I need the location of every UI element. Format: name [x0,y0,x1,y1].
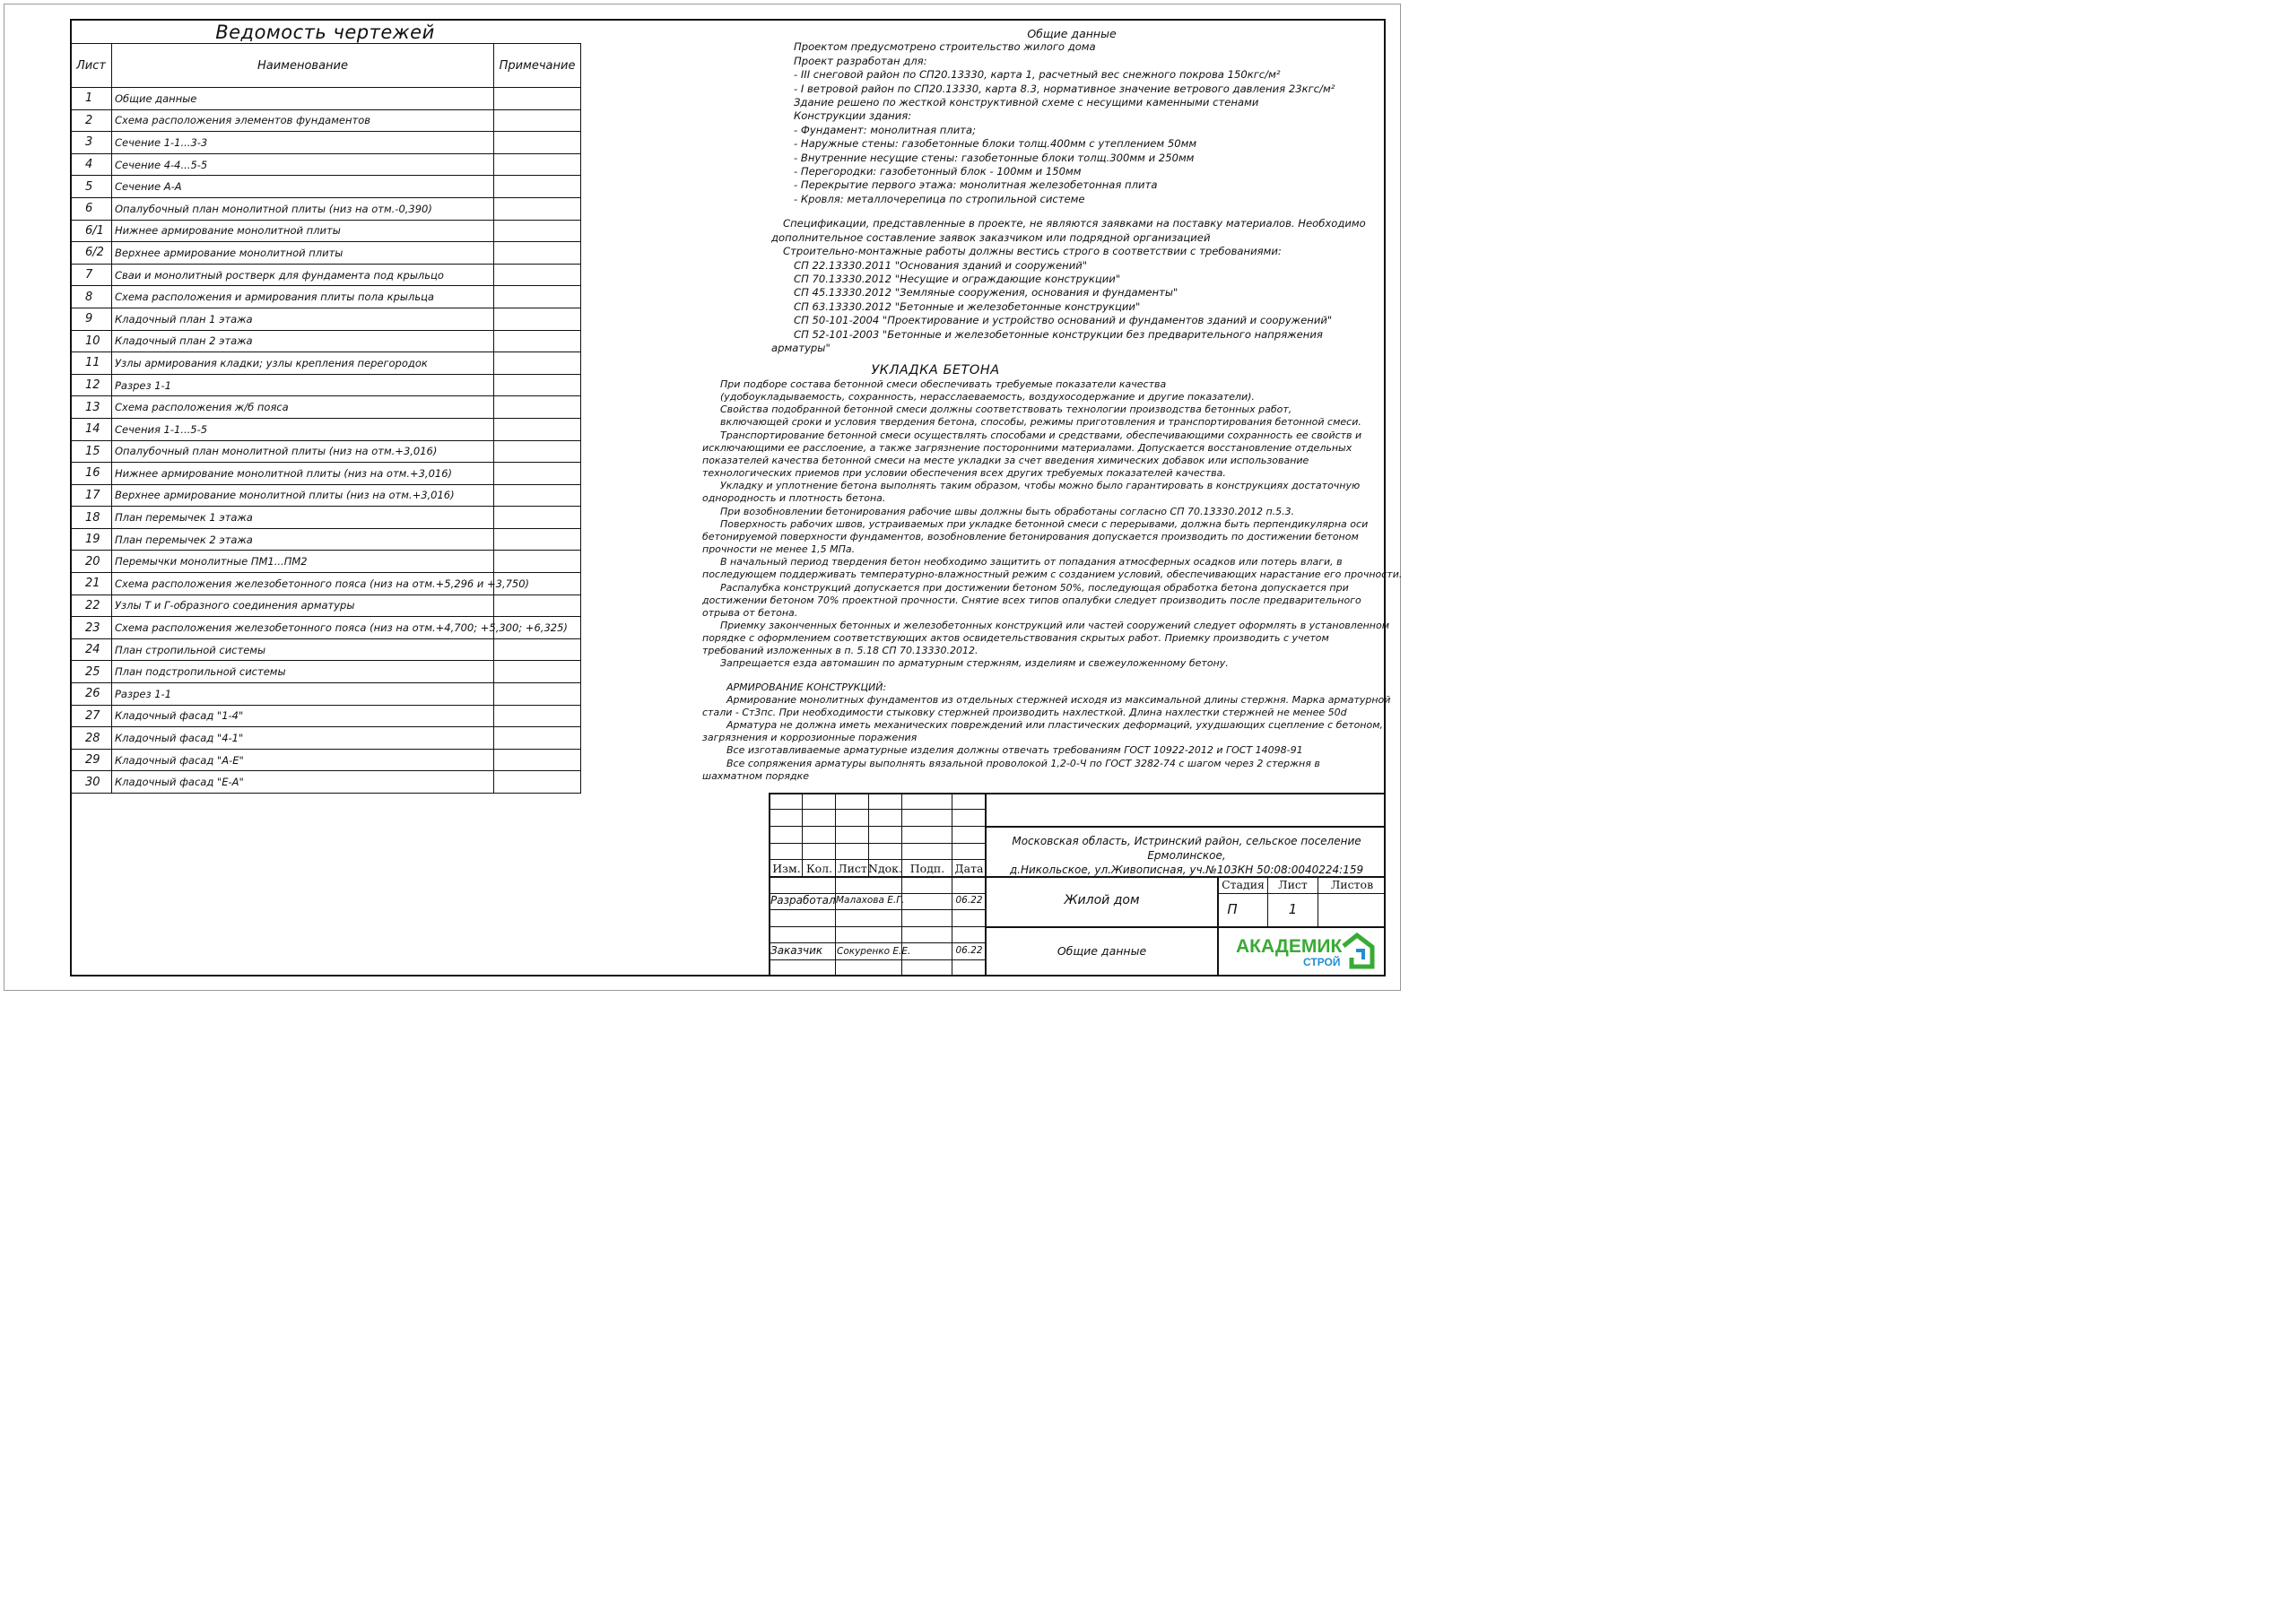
sheet-name: Разрез 1-1 [112,683,494,706]
sheet-note [494,132,581,154]
sheet-number: 9 [71,308,112,330]
sheet-number: 27 [71,705,112,727]
register-row [71,661,581,683]
register-row [71,88,581,110]
developed-label: Разработал [770,894,836,907]
sheet-number: 11 [71,352,112,375]
text-line: В начальный период твердения бетон необходимо защитить от попадания атмосферных осадков или потерь влаги, в [720,556,1343,568]
text-line: - Внутренние несущие стены: газобетонные блоки толщ.300мм и 250мм [794,151,1195,164]
text-line: Поверхность рабочих швов, устраиваемых при укладке бетонной смеси с перерывами, должна быть перпендикулярна оси [720,517,1369,530]
text-line: включающей сроки и условия твердения бетона, способы, режимы приготовления и транспортирования бетонной смеси. [720,416,1361,429]
customer-name: Сокуренко Е.Е. [837,946,911,957]
register-row [71,197,581,220]
sheet-number: 2 [71,109,112,132]
sheet-number: 8 [71,286,112,308]
sheets-label: Листов [1330,878,1374,891]
sheet-number: 24 [71,638,112,661]
sheet-note [494,705,581,727]
logo-graphic [1236,933,1379,970]
register-row [71,109,581,132]
general-spec [700,217,1390,258]
sheet-number: 14 [71,418,112,440]
sheet-note [494,109,581,132]
sheet-name: Схема расположения железобетонного пояса (низ на отм.+4,700; +5,300; +6,325) [112,617,494,639]
register-row [71,440,581,463]
sheet-number: 22 [71,595,112,617]
sheet-number: 1 [71,88,112,110]
text-line: последующем поддерживать температурно-влажностный режим с созданием условий, обеспечивающих нарастание его прочности. [702,568,1403,581]
sheet-number: 21 [71,573,112,595]
text-line: шахматном порядке [702,769,810,782]
text-line: - III снеговой район по СП20.13330, карта 1, расчетный вес снежного покрова 150кгс/м² [794,68,1281,82]
register-row [71,220,581,242]
sheet-number: 29 [71,749,112,771]
sheet-note [494,551,581,573]
company-logo [1236,933,1379,970]
general-intro [700,40,1390,206]
sheet-name: Разрез 1-1 [112,374,494,396]
sheet-note [494,463,581,485]
text-line: Все сопряжения арматуры выполнять вязальной проволокой 1,2-0-Ч по ГОСТ 3282-74 с шагом через 2 стержня в [726,757,1320,769]
sheet-name: Верхнее армирование монолитной плиты (низ на отм.+3,016) [112,484,494,507]
general-notes-title: Общие данные [1027,27,1117,40]
sheet-name: Кладочный фасад "А-Е" [112,749,494,771]
text-line: СП 45.13330.2012 "Земляные сооружения, основания и фундаменты" [794,286,1178,299]
sheet-number: 18 [71,507,112,529]
sheet-name: Схема расположения и армирования плиты пола крыльца [112,286,494,308]
sheet-name: Кладочный фасад "1-4" [112,705,494,727]
sheet-name: План стропильной системы [112,638,494,661]
register-row [71,573,581,595]
sheet-number: 12 [71,374,112,396]
sheet-note [494,308,581,330]
text-line: Проектом предусмотрено строительство жилого дома [794,40,1096,54]
text-line: Запрещается езда автомашин по арматурным стержням, изделиям и свежеуложенному бетону. [720,657,1229,670]
sheet-note [494,176,581,198]
sheet-name: Узлы Т и Г-образного соединения арматуры [112,595,494,617]
sheet-name: Схема расположения ж/б пояса [112,396,494,419]
text-line: технологических приемов при условии обеспечения всех других требуемых показателей качества. [702,467,1226,480]
text-line: - Наружные стены: газобетонные блоки толщ.400мм с утеплением 50мм [794,137,1197,151]
customer-label: Заказчик [770,944,823,957]
logo-house-icon [1344,935,1372,967]
sheet-label: Лист [1278,878,1308,891]
sheet-number: 17 [71,484,112,507]
sheet-note [494,484,581,507]
sheet-note [494,88,581,110]
sheet-name: Нижнее армирование монолитной плиты (низ на отм.+3,016) [112,463,494,485]
sheet-note [494,595,581,617]
sheet-name: Сваи и монолитный ростверк для фундамента под крыльцо [112,264,494,286]
sheet-number: 4 [71,153,112,176]
text-line: (удобоукладываемость, сохранность, нерасслаеваемость, воздухосодержание и другие показатели). [720,391,1255,404]
sheet-note [494,528,581,551]
register-table [70,43,581,794]
rebar-title: АРМИРОВАНИЕ КОНСТРУКЦИЙ: [726,681,887,693]
sheet-note [494,638,581,661]
text-line: однородность и плотность бетона. [702,492,886,505]
sheet-number: 13 [71,396,112,419]
stage-value: П [1227,901,1238,917]
sheet-note [494,418,581,440]
sheet-number: 10 [71,330,112,352]
sheet-name: Сечения 1-1...5-5 [112,418,494,440]
text-line: Приемку законченных бетонных и железобетонных конструкций или частей сооружений следует оформлять в установленном [720,619,1389,631]
register-row [71,286,581,308]
sheet-name: Перемычки монолитные ПМ1...ПМ2 [112,551,494,573]
sheet-note [494,242,581,265]
sheet-number: 3 [71,132,112,154]
text-line: При возобновлении бетонирования рабочие швы должны быть обработаны согласно СП 70.13330.2012 п.5.3. [720,505,1295,517]
sheet-note [494,153,581,176]
sheet-number: 6 [71,197,112,220]
sheet-note [494,749,581,771]
rebar-lines [702,693,1391,783]
drawings-register [70,43,580,794]
register-rows [71,88,581,794]
sheet-note [494,771,581,794]
register-row [71,638,581,661]
tb-col-data: Дата [954,862,984,875]
text-line: СП 70.13330.2012 "Несущие и ограждающие конструкции" [794,272,1121,285]
text-line: достижении бетоном 70% проектной прочности. Снятие всех типов опалубки следует производить после предварительного [702,594,1361,606]
register-row [71,484,581,507]
text-line: Строительно-монтажные работы должны вестись строго в соответствии с требованиями: [783,245,1282,258]
register-row [71,595,581,617]
register-row [71,264,581,286]
sheet-name: Кладочный план 1 этажа [112,308,494,330]
text-line: Все изготавливаемые арматурные изделия должны отвечать требованиям ГОСТ 10922-2012 и ГОСТ 14098-91 [726,744,1303,757]
text-line: прочности не менее 1,5 МПа. [702,543,856,556]
sheet-name: План перемычек 1 этажа [112,507,494,529]
sheet-number: 16 [71,463,112,485]
sheet-title: Общие данные [1057,944,1147,958]
text-line: - Перекрытие первого этажа: монолитная железобетонная плита [794,178,1158,192]
register-row [71,242,581,265]
logo-word: АКАДЕМИК [1236,936,1343,957]
logo-sub: СТРОЙ [1303,956,1341,968]
register-row [71,749,581,771]
sheet-value: 1 [1288,901,1298,917]
register-row [71,617,581,639]
text-line: отрыва от бетона. [702,606,798,619]
col-header-note: Примечание [494,44,581,88]
sheet-name: Кладочный план 2 этажа [112,330,494,352]
register-row [71,418,581,440]
developed-name: Малахова Е.Г. [836,895,905,906]
tb-col-list: Лист [838,862,867,875]
sheet-name: Опалубочный план монолитной плиты (низ на отм.+3,016) [112,440,494,463]
sheet-name: Кладочный фасад "Е-А" [112,771,494,794]
register-row [71,551,581,573]
sheet-note [494,197,581,220]
sheet-number: 19 [71,528,112,551]
text-line: СП 52-101-2003 "Бетонные и железобетонные конструкции без предварительного напряжения [794,327,1323,341]
text-line: При подборе состава бетонной смеси обеспечивать требуемые показатели качества [720,378,1167,390]
register-row [71,308,581,330]
sheet-name: Общие данные [112,88,494,110]
text-line: - Фундамент: монолитная плита; [794,123,977,136]
sheet-name: План перемычек 2 этажа [112,528,494,551]
tb-col-izm: Изм. [772,862,801,875]
general-codes-tail: арматуры" [771,341,831,354]
sheet-note [494,220,581,242]
register-row [71,330,581,352]
text-line: Проект разработан для: [794,54,927,67]
sheet-number: 25 [71,661,112,683]
developed-date: 06.22 [955,895,983,906]
text-line: СП 63.13330.2012 "Бетонные и железобетонные конструкции" [794,299,1141,313]
sheet-name: Сечение А-А [112,176,494,198]
stage-label: Стадия [1222,878,1265,891]
sheet-name: Схема расположения элементов фундаментов [112,109,494,132]
object-name: Жилой дом [1064,893,1140,907]
text-line: требований изложенных в п. 5.18 СП 70.13330.2012. [702,645,978,657]
sheet-note [494,396,581,419]
register-title: Ведомость чертежей [215,22,435,43]
col-header-sheet: Лист [71,44,112,88]
sheet-number: 7 [71,264,112,286]
sheet-name: Кладочный фасад "4-1" [112,727,494,750]
tb-col-podp: Подп. [909,862,945,875]
register-row [71,727,581,750]
text-line: Укладку и уплотнение бетона выполнять таким образом, чтобы можно было гарантировать в конструкциях достаточную [720,480,1361,492]
sheet-name: Узлы армирования кладки; узлы крепления перегородок [112,352,494,375]
register-row [71,132,581,154]
text-line: Спецификации, представленные в проекте, не являются заявками на поставку материалов. Необходимо [783,217,1366,230]
sheet-name: Сечение 4-4...5-5 [112,153,494,176]
text-line: порядке с оформлением соответствующих актов освидетельствования скрытых работ. Приемку производить с учетом [702,632,1329,645]
register-row [71,683,581,706]
sheet-number: 6/2 [71,242,112,265]
text-line: бетонируемой поверхности фундаментов, возобновление бетонирования допускается производить по достижении бетоном [702,530,1359,542]
concrete-lines [702,378,1403,671]
text-line: стали - Ст3пс. При необходимости стыковку стержней производить нахлесткой. Длина нахлестки стержней не менее 50d [702,706,1347,718]
col-header-name: Наименование [112,44,494,88]
register-row [71,528,581,551]
sheet-name: Схема расположения железобетонного пояса (низ на отм.+5,296 и +3,750) [112,573,494,595]
text-line: загрязнения и коррозионные поражения [702,732,918,744]
customer-date: 06.22 [955,945,983,956]
general-codes [700,259,1390,342]
sheet-name: Опалубочный план монолитной плиты (низ на отм.-0,390) [112,197,494,220]
sheet-name: План подстропильной системы [112,661,494,683]
text-line: исключающими ее расслоение, а также загрязнение посторонними материалами. Допускается восстановление отдельных [702,441,1352,454]
text-line: Распалубка конструкций допускается при достижении бетоном 50%, последующая обработка бетона допускается при [720,581,1349,594]
project-address: Московская область, Истринский район, сельское поселение Ермолинское, д.Никольское, ул.Живописная, уч.№103КН 50:08:0040224:159 [1009,835,1364,876]
sheet-name: Сечение 1-1...3-3 [112,132,494,154]
register-row [71,705,581,727]
sheet-note [494,727,581,750]
sheet-number: 26 [71,683,112,706]
sheet-number: 30 [71,771,112,794]
sheet-number: 23 [71,617,112,639]
text-line: показателей качества бетонной смеси на месте укладки за счет введения химических добавок или использование [702,454,1309,466]
concrete-notes [702,362,1403,783]
sheet-note [494,507,581,529]
sheet-note [494,440,581,463]
tb-col-ndok: Nдок. [868,862,902,875]
register-row [71,176,581,198]
general-notes [700,27,1390,355]
register-row [71,153,581,176]
tb-col-kol: Кол. [805,862,833,875]
text-line: - I ветровой район по СП20.13330, карта 8.3, нормативное значение ветрового давления 23кгс/м² [794,82,1335,95]
sheet-number: 15 [71,440,112,463]
text-line: - Перегородки: газобетонный блок - 100мм и 150мм [794,165,1082,178]
text-line: Свойства подобранной бетонной смеси должны соответствовать технологии производства бетонных работ, [720,404,1292,416]
register-row [71,396,581,419]
sheet-note [494,330,581,352]
text-line: Армирование монолитных фундаментов из отдельных стержней исходя из максимальной длины стержня. Марка арматурной [726,693,1391,706]
sheet-note [494,661,581,683]
text-line: Конструкции здания: [794,109,912,123]
sheet-number: 6/1 [71,220,112,242]
sheet-name: Верхнее армирование монолитной плиты [112,242,494,265]
sheet-note [494,286,581,308]
sheet-number: 28 [71,727,112,750]
concrete-title: УКЛАДКА БЕТОНА [871,363,1000,378]
sheet-note [494,683,581,706]
text-line: СП 50-101-2004 "Проектирование и устройство оснований и фундаментов зданий и сооружений" [794,314,1333,327]
text-line: СП 22.13330.2011 "Основания зданий и сооружений" [794,258,1088,272]
text-line: дополнительное составление заявок заказчиком или подрядной организацией [771,230,1211,244]
register-row [71,507,581,529]
sheet-name: Нижнее армирование монолитной плиты [112,220,494,242]
register-row [71,771,581,794]
text-line: Здание решено по жесткой конструктивной схеме с несущими каменными стенами [794,96,1259,109]
text-line: - Кровля: металлочерепица по стропильной системе [794,192,1085,205]
sheet-note [494,264,581,286]
sheet-number: 20 [71,551,112,573]
text-line: Транспортирование бетонной смеси осуществлять способами и средствами, обеспечивающими сохранность ее свойств и [720,429,1362,441]
register-row [71,463,581,485]
text-line: Арматура не должна иметь механических повреждений или пластических деформаций, ухудшающих сцепление с бетоном, [726,719,1384,732]
sheet-number: 5 [71,176,112,198]
